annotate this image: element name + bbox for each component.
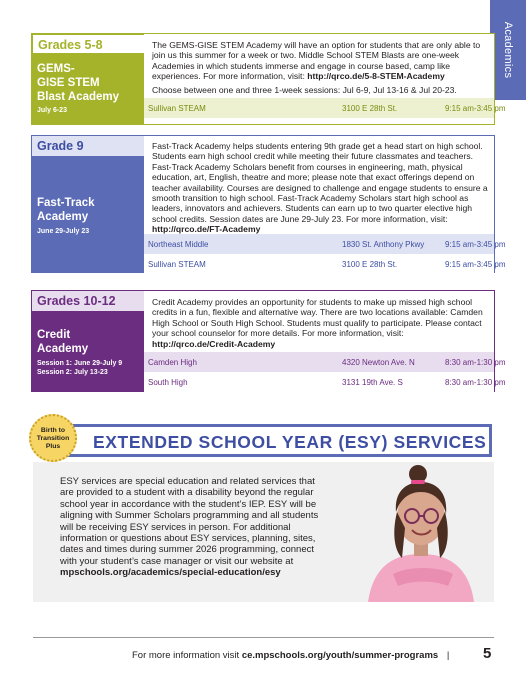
esy-title: EXTENDED SCHOOL YEAR (ESY) SERVICES: [93, 432, 487, 452]
location-row: [144, 352, 506, 372]
location-site: Camden High: [148, 358, 197, 367]
location-time: 8:30 am-1:30 pm: [445, 378, 506, 387]
program-dates: June 29-July 23: [37, 228, 90, 235]
grade-label: Grades 10-12: [32, 291, 144, 311]
section-tab: [490, 0, 526, 100]
program-name: Fast-Track Academy: [37, 197, 95, 223]
location-address: 3131 19th Ave. S: [342, 378, 403, 387]
esy-link[interactable]: mpschools.org/academics/special-education/esy: [60, 567, 281, 579]
esy-body: ESY services are special education and related services that are provided to a student with a disability beyond the regular school year in accordance with the student’s IEP. ESY will be aligning with Summer Scholars programming and all students will be receiving ESY services in person. For additional information or questions about ESY services, planning, sites, dates and times during summer 2026 programming, connect with your student’s case manager or visit our website at: [60, 476, 319, 567]
location-list: [144, 98, 506, 118]
program-sidebar: [32, 34, 144, 124]
location-row: [144, 254, 506, 274]
footer-divider: [33, 637, 494, 638]
location-site: South High: [148, 378, 188, 387]
program-link[interactable]: http://qrco.de/FT-Academy: [152, 224, 261, 235]
program-description-extra: Choose between one and three 1-week sessions: Jul 6-9, Jul 13-16 & Jul 20-23.: [152, 84, 457, 95]
location-time: 9:15 am-3:45 pm: [445, 260, 506, 269]
location-row: [144, 234, 506, 254]
program-name: GEMS- GISE STEM Blast Academy: [37, 63, 120, 103]
student-photo: [348, 462, 494, 602]
program-name: Credit Academy: [37, 329, 89, 355]
program-fast-track: [31, 135, 506, 273]
birth-to-transition-badge: [29, 414, 77, 462]
location-list: [144, 234, 506, 274]
location-site: Northeast Middle: [148, 240, 209, 249]
badge-label: Birth to Transition Plus: [36, 427, 70, 450]
esy-heading-frame: [56, 424, 492, 457]
footer-link[interactable]: ce.mpschools.org/youth/summer-programs: [241, 650, 439, 661]
footer-separator: |: [446, 650, 450, 661]
location-list: [144, 352, 506, 392]
program-description-text: Fast-Track Academy helps students entering 9th grade get a head start on high school. Students earn high school credit while meeting their future classmates and teachers. Fast-Track Academy Scholars benefit from courses in engineering, math, physical education, art, English, theatre and more; please note that exact offerings depend on teacher availability. Courses are designed to challenge and engage students to ensure a smooth transition to high school. Fast-Track Academy Scholars start high school as leaders, innovators and achievers. Students can earn up to two quarter elective high school credits. Session dates are June 29-July 23. For more information, visit:: [152, 141, 488, 224]
student-illustration: [348, 462, 494, 602]
program-description-text: Credit Academy provides an opportunity for students to make up missed high school credits in a fun, flexible and alternative way. There are two locations available: Camden High School or South High School. Students must qualify to participate. Please contact your school counselor for more details. For more information, visit:: [152, 297, 483, 339]
program-gems-gise: [31, 33, 506, 125]
footer: [132, 650, 449, 661]
location-address: 3100 E 28th St.: [342, 260, 398, 269]
program-dates: July 6-23: [37, 107, 67, 114]
program-link[interactable]: http://qrco.de/5-8-STEM-Academy: [307, 71, 445, 82]
location-row: [144, 98, 506, 118]
footer-text: For more information visit: [132, 650, 242, 661]
program-description: [152, 297, 488, 349]
location-site: Sullivan STEAM: [148, 260, 206, 269]
location-time: 9:15 am-3:45 pm: [445, 240, 506, 249]
location-site: Sullivan STEAM: [148, 104, 206, 113]
grade-label: Grade 9: [32, 136, 144, 156]
program-sidebar: [32, 291, 144, 391]
location-time: 8:30 am-1:30 pm: [445, 358, 506, 367]
program-description-text: The GEMS-GISE STEM Academy will have an option for students that are only able to join us this summer for a week or two. Middle School STEM Blasts are one-week Academies in which students immerse and engage in course based, camp like experiences. For more information, visit:: [152, 40, 481, 82]
location-address: 4320 Newton Ave. N: [342, 358, 415, 367]
page-number: 5: [483, 645, 492, 662]
location-address: 1830 St. Anthony Pkwy: [342, 240, 425, 249]
grade-label: Grades 5-8: [32, 34, 144, 54]
program-link[interactable]: http://qrco.de/Credit-Academy: [152, 338, 276, 349]
program-description: [152, 141, 488, 235]
program-dates: Session 1: June 29-July 9 Session 2: July 13-23: [37, 360, 123, 376]
program-credit-academy: [31, 290, 506, 392]
program-description: [152, 40, 488, 95]
esy-description: [60, 476, 325, 579]
location-address: 3100 E 28th St.: [342, 104, 398, 113]
location-time: 9:15 am-3:45 pm: [445, 104, 506, 113]
esy-section: [33, 462, 494, 602]
location-row: [144, 372, 506, 392]
section-tab-label: Academics: [502, 21, 514, 79]
program-sidebar: [32, 136, 144, 272]
